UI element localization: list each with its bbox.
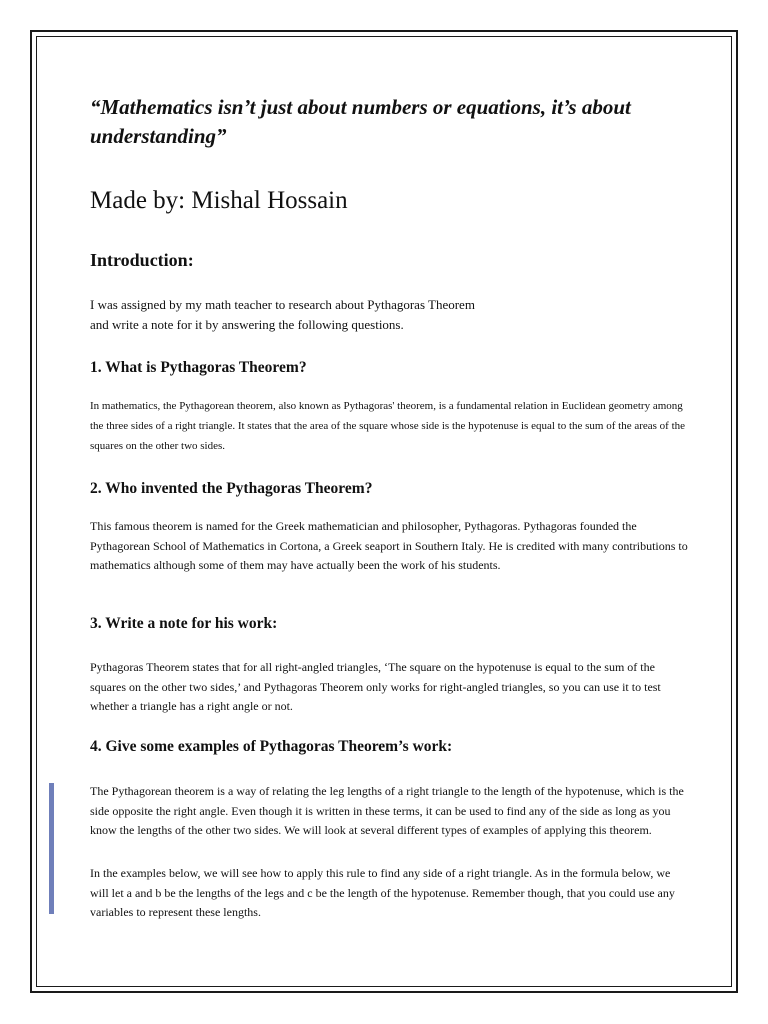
introduction-text [90, 295, 690, 335]
introduction-line-1: I was assigned by my math teacher to research about Pythagoras Theorem [90, 297, 475, 312]
section-4-heading: 4. Give some examples of Pythagoras Theorem’s work: [90, 738, 453, 755]
introduction-line-2: and write a note for it by answering the following questions. [90, 317, 404, 332]
section-1-body: In mathematics, the Pythagorean theorem, also known as Pythagoras' theorem, is a fundamental relation in Euclidean geometry among the three sides of a right triangle. It states that the area of the square whose side is the hypotenuse is equal to the sum of the areas of the squares on the other two sides. [90, 400, 686, 452]
section-3-body: Pythagoras Theorem states that for all right-angled triangles, ‘The square on the hypotenuse is equal to the sum of the squares on the other two sides,’ and Pythagoras Theorem only works for right-angled triangles, so you can use it to test whether a triangle has a right angle or not. [90, 660, 661, 713]
page-border-inner [36, 36, 732, 987]
introduction-heading: Introduction: [90, 250, 194, 270]
author-line: Made by: Mishal Hossain [90, 187, 348, 214]
section-1-heading: 1. What is Pythagoras Theorem? [90, 359, 307, 376]
section-4-body: The Pythagorean theorem is a way of relating the leg lengths of a right triangle to the length of the hypotenuse, which is the side opposite the right angle. Even though it is written in these terms, it can be used to find any of the side as long as you know the lengths of the other two sides. We will look at several different types of examples of applying this theorem. [90, 784, 684, 837]
quote: “Mathematics isn’t just about numbers or equations, it’s about understanding” [90, 95, 631, 148]
section-4-body-2: In the examples below, we will see how to apply this rule to find any side of a right triangle. As in the formula below, we will let a and b be the lengths of the legs and c be the length of the hypotenuse. Remember though, that you could use any variables to represent these lengths. [90, 866, 675, 919]
section-2-body: This famous theorem is named for the Greek mathematician and philosopher, Pythagoras. Pythagoras founded the Pythagorean School of Mathematics in Cortona, a Greek seaport in Southern Italy. He is credited with many contributions to mathematics although some of them may have actually been the work of his students. [90, 519, 688, 572]
accent-bar [49, 783, 54, 914]
section-3-heading: 3. Write a note for his work: [90, 615, 278, 632]
section-2-heading: 2. Who invented the Pythagoras Theorem? [90, 480, 373, 497]
